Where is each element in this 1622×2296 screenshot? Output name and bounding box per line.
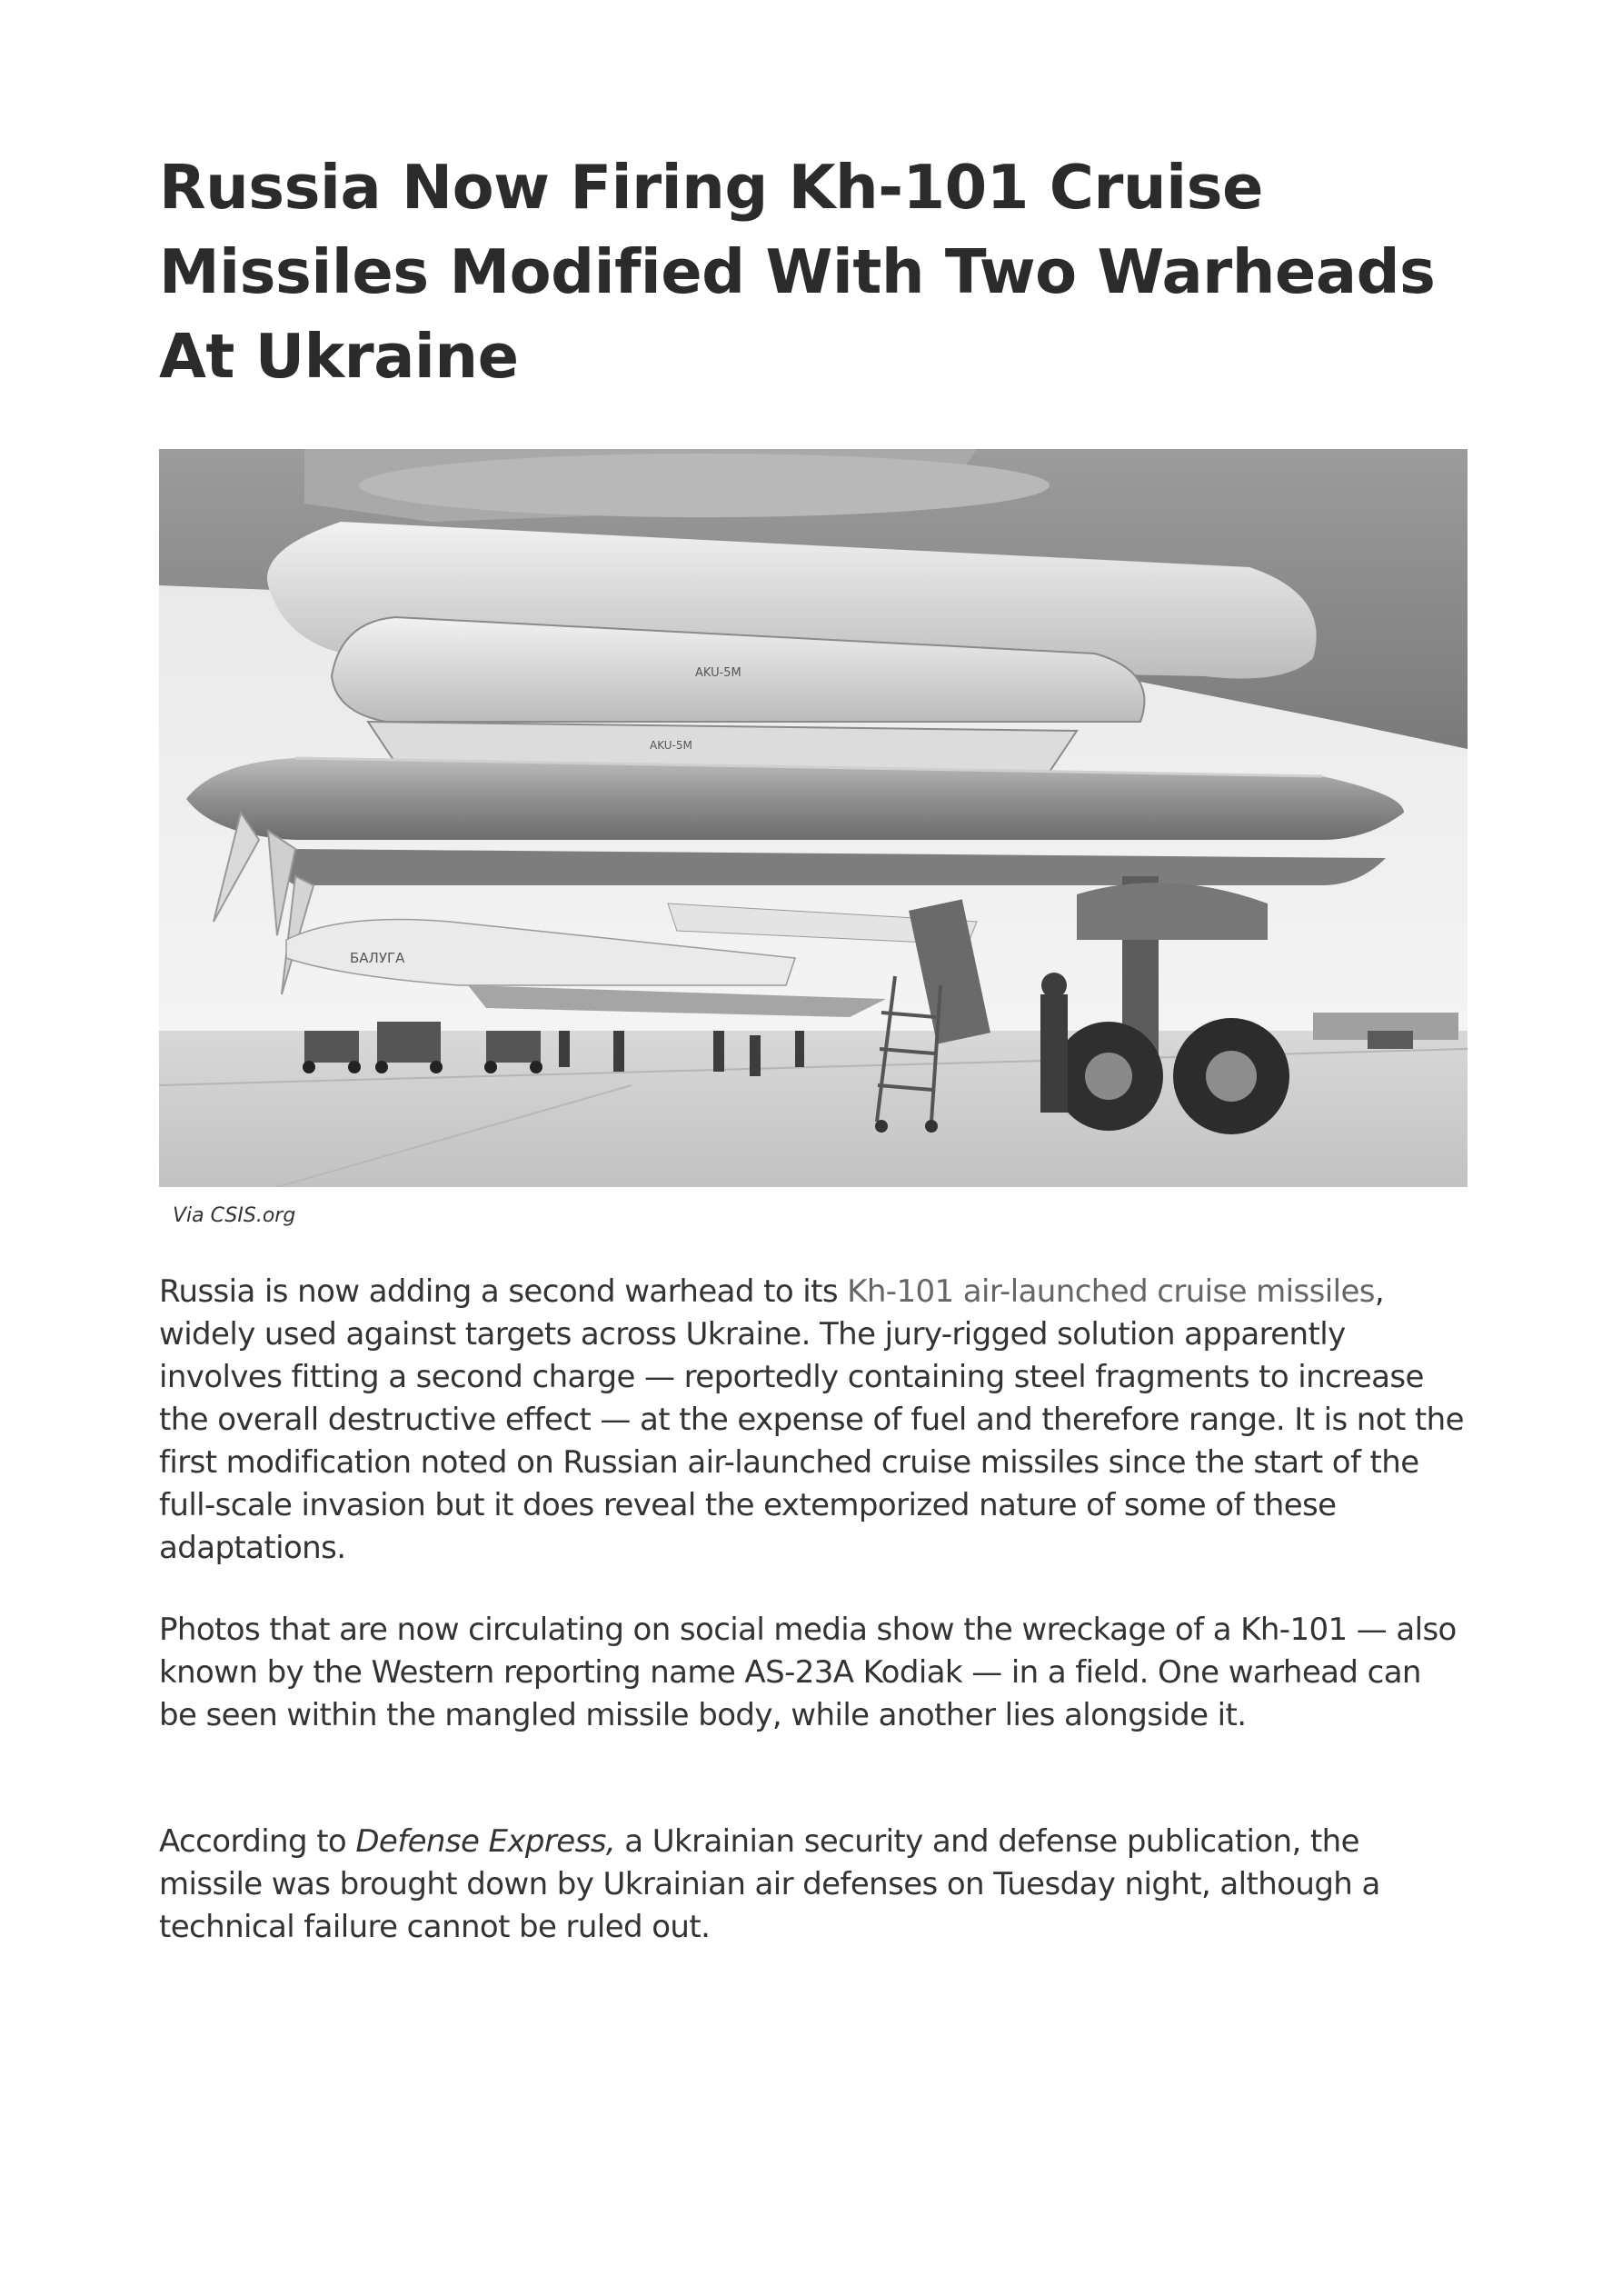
article-photo (159, 449, 1468, 1187)
pod-marking: AKU-5M (650, 739, 692, 752)
article-header (159, 145, 1468, 399)
bomber-missile-photo (159, 449, 1468, 1187)
image-caption: Via CSIS.org (173, 1204, 296, 1227)
kh101-link[interactable]: Kh-101 air-launched cruise missiles (847, 1273, 1375, 1310)
aircraft-marking: БАЛУГА (350, 950, 405, 966)
article-headline: Russia Now Firing Kh-101 Cruise Missiles Modified With Two Warheads At Ukraine (159, 152, 1436, 392)
paragraph-1: Russia is now adding a second warhead to its Kh-101 air-launched cruise missiles, widely used against targets across Ukraine. The jury-rigged solution apparently involves fitting a second charge — reportedly containing steel fragments to increase the overall destructive effect — at the expense of fuel and therefore range. It is not the first modification noted on Russian air-launched cruise missiles since the start of the full-scale invasion but it does reveal the extemporized nature of some of these adaptations. (159, 1273, 1464, 1566)
paragraph-2: Photos that are now circulating on social media show the wreckage of a Kh-101 — also known by the Western reporting name AS-23A Kodiak — in a field. One warhead can be seen within the mangled missile body, while another lies alongside it. (159, 1612, 1457, 1733)
publication-name: Defense Express, (355, 1823, 616, 1860)
pod-marking: AKU-5M (695, 666, 741, 680)
paragraph-3: According to Defense Express, a Ukrainian security and defense publication, the missile was brought down by Ukrainian air defenses on Tuesday night, although a technical failure cannot be ruled out. (159, 1823, 1380, 1945)
